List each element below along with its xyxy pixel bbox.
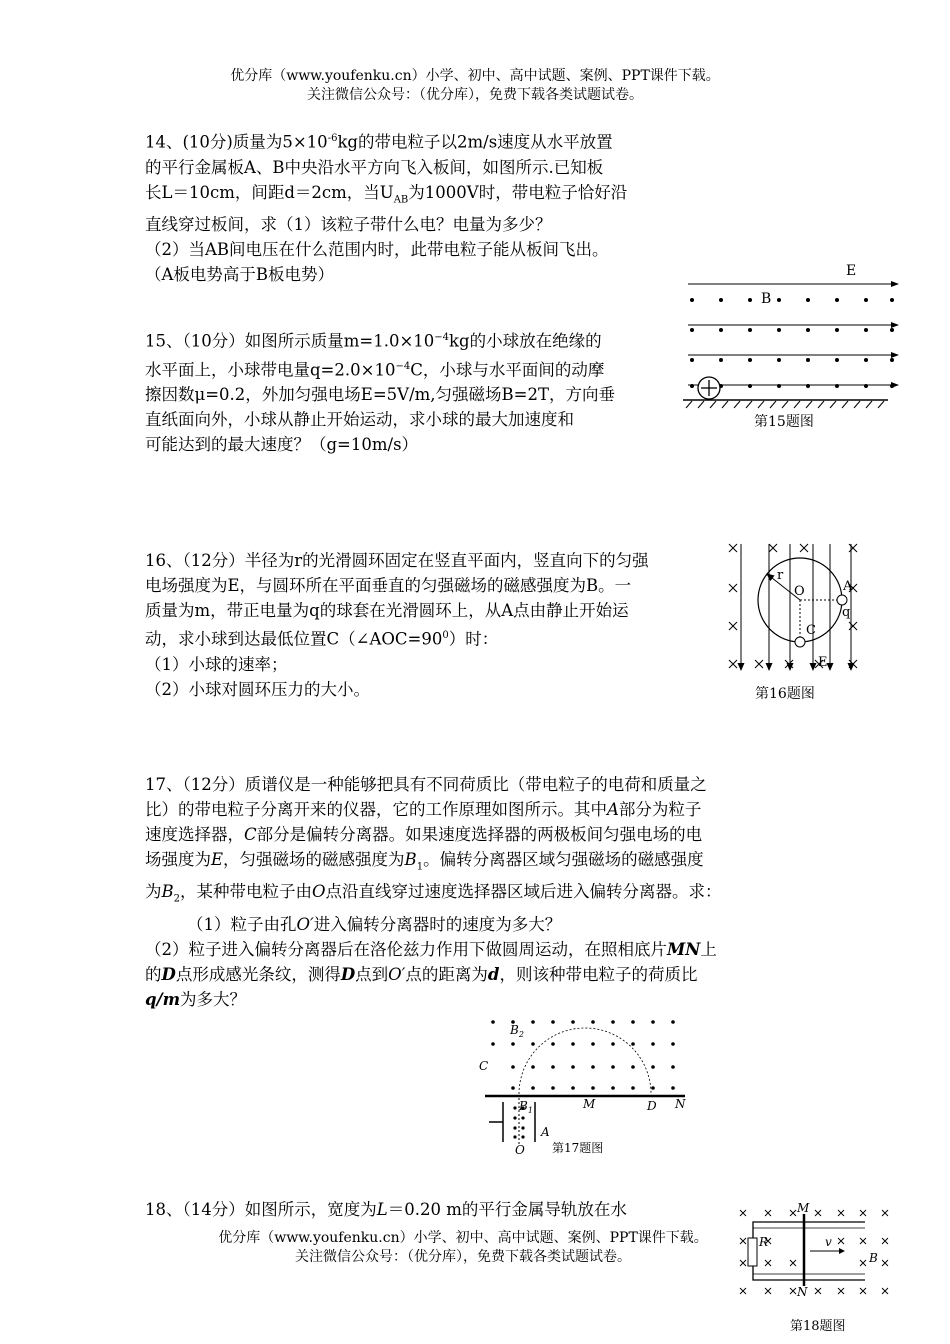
- q16-line-4: 动，求小球到达最低位置$C(\angle AOC=90^0)$时：: [145, 629, 499, 649]
- figure-16: [725, 536, 870, 706]
- figure-15: [678, 258, 903, 438]
- fig17-arc-path: [519, 1028, 651, 1094]
- fig17-label-b1: $B_1$: [519, 1099, 533, 1115]
- question-14: [145, 126, 685, 287]
- fig16-label-q: q: [842, 605, 851, 620]
- q16-line-5: （1）小球的速率；: [145, 654, 288, 674]
- fig17-label-m: M: [583, 1097, 596, 1111]
- fig16-label-a: A: [843, 579, 853, 594]
- fig18-rails: [753, 1222, 865, 1280]
- fig15-charged-ball: [698, 377, 720, 399]
- fig15-label-e: E: [846, 263, 857, 279]
- fig17-label-a: A: [541, 1125, 550, 1139]
- fig16-label-r: r: [777, 568, 784, 583]
- q16-line-1: 16、（12分）半径为r的光滑圆环固定在竖直平面内，竖直向下的匀强: [145, 551, 649, 570]
- fig17-label-n: N: [675, 1097, 686, 1111]
- fig18-label-n: N: [797, 1285, 808, 1299]
- q14-line-5: （2）当AB间电压在什么范围内时，此带电粒子能从板间飞出。: [145, 239, 609, 259]
- fig17-label-d: D: [647, 1099, 657, 1113]
- q17-line-9: q/m为多大？: [145, 989, 247, 1009]
- header-line-2: 关注微信公众号：（优分库），免费下载各类试题试卷。: [307, 87, 643, 103]
- footer-line-1: 优分库（www.youfenku.cn）小学、初中、高中试题、案例、PPT课件下载。: [218, 1230, 708, 1246]
- fig18-label-b: B: [869, 1251, 878, 1265]
- q17-line-5: 为$B_2$，某种带电粒子由O点沿直线穿过速度选择器区域后进入偏转分离器。求：: [145, 882, 722, 905]
- fig17-label-o: O: [515, 1143, 525, 1157]
- fig16-field-lines: [741, 544, 851, 670]
- figure-17: [475, 1012, 700, 1160]
- q14-line-3: 长L＝10cm，间距d＝2cm，当$U_{AB}$为1000V时，带电粒子恰好沿: [145, 182, 628, 205]
- q15-line-4: 直纸面向外，小球从静止开始运动，求小球的最大加速度和: [145, 410, 574, 429]
- figure-18: [735, 1198, 895, 1338]
- fig18-resistor: [748, 1238, 757, 1266]
- page-header: [0, 67, 950, 105]
- q18-line-1: 18、（14分）如图所示，宽度为L＝0.20 m的平行金属导轨放在水: [145, 1200, 627, 1219]
- fig15-b-dots: [690, 298, 894, 388]
- fig15-label-b: B: [761, 291, 772, 307]
- q17-line-1: 17、（12分）质谱仪是一种能够把具有不同荷质比（带电粒子的电荷和质量之: [145, 775, 707, 794]
- q17-line-3: 速度选择器，C部分是偏转分离器。如果速度选择器的两极板间匀强电场的电: [145, 825, 703, 844]
- q17-line-6: （1）粒子由孔O′进入偏转分离器时的速度为多大？: [187, 914, 562, 934]
- fig16-ball-a: [837, 595, 847, 605]
- q14-line-6: （A板电势高于B板电势）: [145, 264, 335, 284]
- fig16-ball-c: [795, 637, 805, 647]
- q16-line-6: （2）小球对圆环压力的大小。: [145, 679, 370, 699]
- fig16-caption: 第16题图: [755, 686, 815, 702]
- fig18-velocity-arrowhead: [839, 1248, 845, 1254]
- question-17: [145, 772, 815, 1012]
- header-line-1: 优分库（www.youfenku.cn）小学、初中、高中试题、案例、PPT课件下载。: [230, 68, 720, 84]
- footer-line-2: 关注微信公众号：（优分库），免费下载各类试题试卷。: [295, 1249, 631, 1265]
- q14-line-2: 的平行金属板A、B中央沿水平方向飞入板间，如图所示.已知板: [145, 157, 604, 177]
- q15-line-1: 15、（10分）如图所示质量$m=1.0\times 10^{-4}kg$的小球放在绝缘的: [145, 331, 602, 351]
- q16-line-3: 质量为m，带正电量为q的球套在光滑圆环上，从A点由静止开始运: [145, 601, 629, 620]
- question-15: [145, 325, 665, 457]
- fig15-caption: 第15题图: [754, 414, 814, 430]
- q15-line-5: 可能达到的最大速度？（g=10m/s）: [145, 435, 419, 454]
- fig16-b-crosses: [729, 544, 857, 668]
- question-16: [145, 548, 735, 702]
- fig16-label-o: O: [794, 584, 805, 599]
- fig16-label-c: C: [806, 623, 816, 638]
- q14-line-4: 直线穿过板间，求（1）该粒子带什么电？电量为多少？: [145, 214, 552, 234]
- q17-line-7: （2）粒子进入偏转分离器后在洛伦兹力作用下做圆周运动，在照相底片MN上: [145, 939, 717, 959]
- fig18-label-m: M: [797, 1201, 810, 1215]
- fig18-caption: 第18题图: [790, 1319, 846, 1334]
- fig17-label-c: C: [479, 1059, 489, 1073]
- q16-line-2: 电场强度为E，与圆环所在平面垂直的匀强磁场的磁感强度为B。一: [145, 576, 632, 595]
- fig17-label-b2: $B_2$: [510, 1023, 524, 1039]
- q15-line-3: 擦因数μ=0.2，外加匀强电场E=5V/m,匀强磁场B=2T，方向垂: [145, 385, 615, 404]
- q17-line-8: 的D点形成感光条纹，测得D点到O′点的距离为d，则该种带电粒子的荷质比: [145, 964, 698, 984]
- fig17-caption: 第17题图: [552, 1141, 604, 1155]
- fig18-label-v: v: [825, 1235, 832, 1249]
- q15-line-2: 水平面上，小球带电量$q=2.0\times 10^{-4}C$，小球与水平面间的动摩: [145, 360, 605, 379]
- fig16-label-e: E: [818, 655, 828, 670]
- q14-line-1: 14、(10分)质量为$5\times 10^{-6}kg$的带电粒子以2m/s速度从水平放置: [145, 132, 613, 152]
- q17-line-2: 比）的带电粒子分离开来的仪器，它的工作原理如图所示。其中A部分为粒子: [145, 800, 702, 819]
- q17-line-4: 场强度为E，匀强磁场的磁感强度为$B_1$。偏转分离器区域匀强磁场的磁感强度: [145, 850, 704, 873]
- question-18: [145, 1197, 735, 1222]
- fig18-label-r: R: [759, 1235, 769, 1249]
- fig15-ground: [683, 400, 888, 408]
